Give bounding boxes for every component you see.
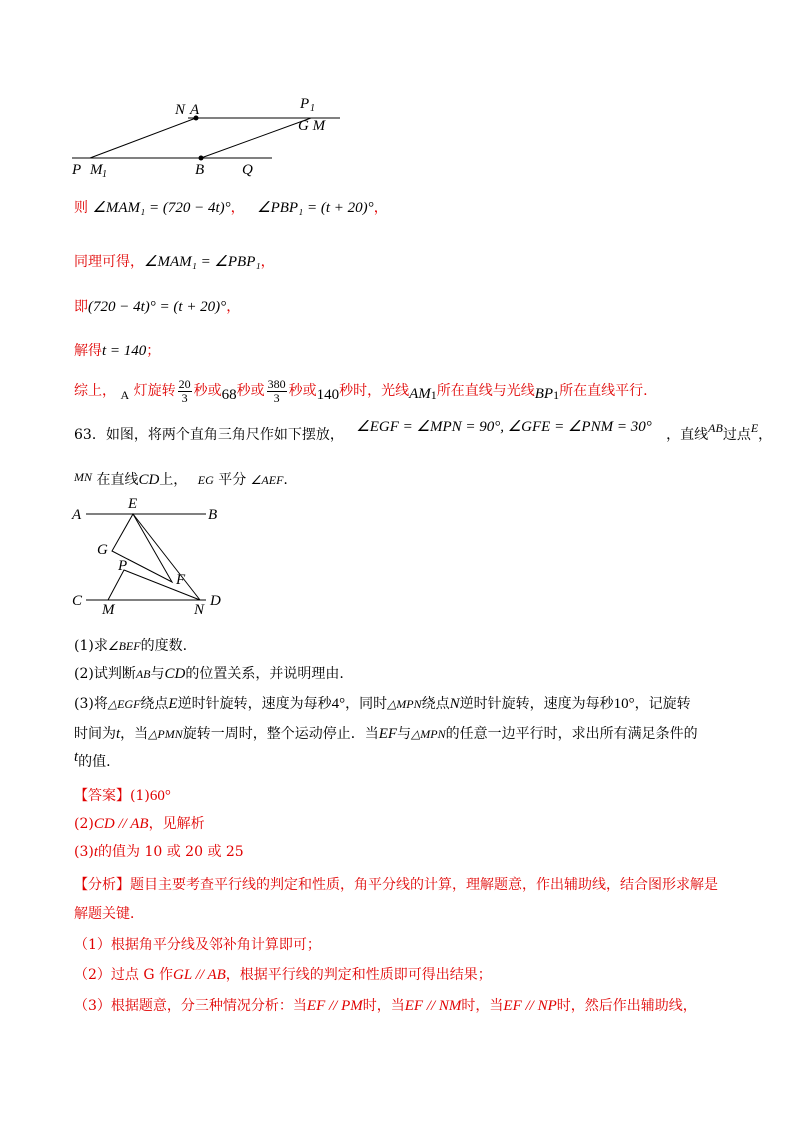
label-light-a: A xyxy=(120,388,130,402)
question-3-line-2 xyxy=(74,724,698,744)
answer-line-2 xyxy=(74,814,205,834)
analysis-line-1 xyxy=(74,875,718,895)
text-speed: 逆时针旋转，速度为每秒 xyxy=(459,696,614,712)
text-when: 时，当 xyxy=(461,998,504,1014)
separator: . xyxy=(283,472,288,488)
expr-ef-parallel-pm: EF // PM xyxy=(306,998,363,1014)
figure-1-diagram xyxy=(60,92,350,182)
value-speed-1: 4° xyxy=(331,696,346,712)
answer-2-text: ，见解析 xyxy=(148,816,205,832)
expr-bp1: BP xyxy=(534,386,554,402)
label-g-m: G M xyxy=(298,118,326,134)
expr-equal-angles: ∠MAM₁ = ∠PBP₁ xyxy=(144,254,261,270)
point-b xyxy=(199,156,204,161)
question-3-line-1 xyxy=(74,694,691,714)
analysis-text: 题目主要考查平行线的判定和性质，角平分线的计算，理解题意，作出辅助线，结合图形求解是 xyxy=(130,877,718,893)
solution-line-1 xyxy=(74,198,388,218)
expr-ef-parallel-np: EF // NP xyxy=(503,998,557,1014)
label-n: N xyxy=(175,102,186,118)
expr-triangle-egf: △EGF xyxy=(107,697,141,711)
text-light-ray: 秒时，光线 xyxy=(339,383,410,399)
text-bisects: 平分 xyxy=(218,472,247,488)
label-e: E xyxy=(128,496,138,512)
text-or: 秒或 xyxy=(193,383,222,399)
label-p: P xyxy=(118,558,128,574)
label-m1: M xyxy=(90,162,103,178)
solution-summary xyxy=(74,376,648,410)
text-any-side: 的任意一边平行时，求出所有满足条件的 xyxy=(445,726,698,742)
analysis-tag: 【分析】 xyxy=(74,877,130,893)
subscript: 1 xyxy=(553,387,560,402)
value-140: 140 xyxy=(316,387,340,403)
q1-suffix: 的度数. xyxy=(140,638,188,654)
label-a: A xyxy=(72,507,82,523)
expr-mam1: ∠MAM₁ = (720 − 4t)° xyxy=(92,200,231,216)
label-p1-sub: 1 xyxy=(310,103,315,114)
text-when: ，当 xyxy=(120,726,149,742)
expr-triangle-pmn: △PMN xyxy=(148,727,183,741)
text-when: 时，当 xyxy=(362,998,405,1014)
label-t: t xyxy=(93,844,99,860)
text-and: 与 xyxy=(150,666,165,682)
text-jiede: 解得 xyxy=(74,343,102,359)
label-n: N xyxy=(194,602,205,618)
label-mn: MN xyxy=(74,470,92,484)
expr-t-140: t = 140 xyxy=(102,343,147,359)
text-rotate-full: 旋转一周时，整个运动停止．当 xyxy=(182,726,379,742)
answer-tag: 【答案】 xyxy=(74,788,130,804)
label-cd: CD xyxy=(138,472,160,488)
solution-line-2 xyxy=(74,252,275,272)
answer-3-text: 的值为 10 或 20 或 25 xyxy=(98,844,244,860)
label-d: D xyxy=(210,593,221,609)
answer-3-label: (3) xyxy=(74,844,94,860)
solution-line-4 xyxy=(74,341,160,361)
analysis-step-2-a: （2）过点 G 作 xyxy=(74,967,173,983)
label-m: M xyxy=(102,602,115,618)
text-around: 绕点 xyxy=(140,696,169,712)
answer-line-1 xyxy=(74,786,171,806)
ray-am1 xyxy=(90,118,196,158)
label-q: Q xyxy=(242,162,253,178)
label-eg: EG xyxy=(197,473,214,487)
analysis-step-3-a: （3）根据题意，分三种情况分析：当 xyxy=(74,998,307,1014)
analysis-step-1: （1）根据角平分线及邻补角计算即可； xyxy=(74,937,321,953)
text-tongli: 同理可得， xyxy=(74,254,144,270)
question-1 xyxy=(74,636,187,656)
text-ze: 则 xyxy=(74,200,88,216)
question-3-line-3 xyxy=(74,749,111,772)
text-zongshang: 综上， xyxy=(74,383,116,399)
separator: ， xyxy=(758,427,773,443)
label-b: B xyxy=(208,507,218,523)
problem-63-line-1 xyxy=(74,419,773,446)
label-c: C xyxy=(72,593,83,609)
text-line: ，直线 xyxy=(666,427,709,443)
triangle-mpn xyxy=(108,570,200,600)
text-parallel-2: 所在直线平行. xyxy=(559,383,648,399)
answer-line-3 xyxy=(74,842,244,862)
label-e: E xyxy=(168,696,178,712)
expr-angles: ∠EGF = ∠MPN = 90°, ∠GFE = ∠PNM = 30° xyxy=(356,419,652,435)
analysis-point-3 xyxy=(74,996,697,1016)
label-ab: AB xyxy=(135,667,151,681)
text-simultaneously: ，同时 xyxy=(345,696,388,712)
q2-suffix: 的位置关系，并说明理由. xyxy=(185,666,344,682)
text-record: ，记旋转 xyxy=(634,696,691,712)
label-t: t xyxy=(74,749,79,765)
analysis-step-2-b: ，根据平行线的判定和性质即可得出结果； xyxy=(225,967,492,983)
separator: ， xyxy=(373,200,388,216)
value-68: 68 xyxy=(221,387,237,403)
q2-prefix: (2)试判断 xyxy=(74,666,136,682)
label-f: F xyxy=(176,572,186,588)
analysis-point-2 xyxy=(74,965,492,985)
separator: ， xyxy=(226,299,241,315)
expr-angle-bef: ∠BEF xyxy=(107,639,141,653)
label-m1-sub: 1 xyxy=(102,169,107,180)
separator: ； xyxy=(146,343,161,359)
expr-angle-aef: ∠AEF xyxy=(250,473,284,487)
expr-pbp1: ∠PBP₁ = (t + 20)° xyxy=(257,200,374,216)
text-on: 上， xyxy=(159,472,188,488)
answer-1-label: (1) xyxy=(130,788,150,804)
text-passes: 过点 xyxy=(722,427,751,443)
label-t: t xyxy=(116,726,121,742)
subscript: 1 xyxy=(430,387,437,402)
expr-triangle-mpn: △MPN xyxy=(411,727,446,741)
separator: ， xyxy=(230,200,245,216)
text-speed: 逆时针旋转，速度为每秒 xyxy=(177,696,332,712)
problem-63-line-2 xyxy=(74,470,288,490)
figure-2-diagram xyxy=(60,496,240,620)
label-b: B xyxy=(195,162,205,178)
label-cd: CD xyxy=(164,666,186,682)
q3-prefix: (3)将 xyxy=(74,696,108,712)
text-light-rotate: 灯旋转 xyxy=(133,383,176,399)
value-speed-2: 10° xyxy=(613,696,635,712)
text-value: 的值. xyxy=(78,754,111,770)
label-g: G xyxy=(97,542,108,558)
label-ef: EF xyxy=(378,726,398,742)
text-or: 秒或 xyxy=(288,383,317,399)
analysis-text-cont: 解题关键． xyxy=(74,906,144,922)
label-ab: AB xyxy=(708,421,723,435)
label-p: P xyxy=(72,162,82,178)
label-a: A xyxy=(190,102,200,118)
expr-am1: AM xyxy=(409,386,431,402)
text-around: 绕点 xyxy=(421,696,450,712)
expr-gl-parallel-ab: GL // AB xyxy=(173,967,226,983)
text-and: 与 xyxy=(397,726,412,742)
fraction-20-3: $\frac{20}{3}$ xyxy=(178,376,191,405)
text-ji: 即 xyxy=(74,299,88,315)
ray-bp1 xyxy=(201,118,311,158)
analysis-step-3-d: 时，然后作出辅助线， xyxy=(556,998,697,1014)
text-on-line: 在直线 xyxy=(96,472,139,488)
analysis-line-2 xyxy=(74,904,144,924)
separator: ， xyxy=(260,254,275,270)
answer-2-label: (2) xyxy=(74,816,94,832)
expr-ef-parallel-nm: EF // NM xyxy=(404,998,462,1014)
answer-2-expr: CD // AB xyxy=(93,816,149,832)
q1-prefix: (1)求 xyxy=(74,638,108,654)
expr-triangle-mpn: △MPN xyxy=(387,697,422,711)
answer-1-value: 60° xyxy=(149,788,171,804)
label-p1: P xyxy=(300,96,310,112)
analysis-point-1 xyxy=(74,935,321,955)
solution-line-3 xyxy=(74,297,240,317)
fraction-380-3: $\frac{380}{3}$ xyxy=(267,376,286,405)
text-parallel-1: 所在直线与光线 xyxy=(436,383,535,399)
text-time-is: 时间为 xyxy=(74,726,116,742)
question-2 xyxy=(74,664,344,684)
label-e: E xyxy=(750,421,759,435)
problem-intro: 63．如图，将两个直角三角尺作如下摆放， xyxy=(74,427,344,443)
label-n: N xyxy=(449,696,460,712)
expr-equation: (720 − 4t)° = (t + 20)° xyxy=(88,299,227,315)
text-or: 秒或 xyxy=(236,383,265,399)
